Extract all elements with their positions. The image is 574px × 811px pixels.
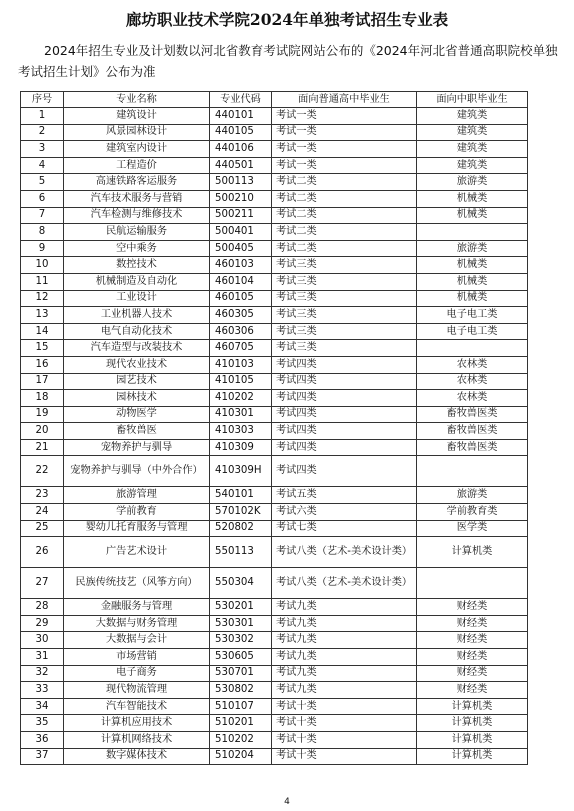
vocational-category: 建筑类 xyxy=(417,124,528,141)
table-row xyxy=(21,390,528,407)
high-school-category: 考试二类 xyxy=(272,240,417,257)
major-code: 510201 xyxy=(210,715,272,732)
table-row xyxy=(21,732,528,749)
high-school-category: 考试六类 xyxy=(272,504,417,521)
major-code: 410103 xyxy=(210,356,272,373)
row-index: 37 xyxy=(21,748,64,765)
major-code: 500113 xyxy=(210,174,272,191)
major-code: 460705 xyxy=(210,340,272,357)
row-index: 28 xyxy=(21,599,64,616)
table-row xyxy=(21,124,528,141)
major-code: 500211 xyxy=(210,207,272,224)
row-index: 4 xyxy=(21,157,64,174)
high-school-category: 考试三类 xyxy=(272,273,417,290)
major-name: 大数据与会计 xyxy=(64,632,210,649)
table-row xyxy=(21,207,528,224)
table-row xyxy=(21,504,528,521)
major-code: 460103 xyxy=(210,257,272,274)
table-row xyxy=(21,537,528,568)
table-row xyxy=(21,715,528,732)
major-name: 汽车检测与维修技术 xyxy=(64,207,210,224)
major-code: 510107 xyxy=(210,698,272,715)
major-name: 金融服务与管理 xyxy=(64,599,210,616)
major-name: 大数据与财务管理 xyxy=(64,615,210,632)
vocational-category: 电子电工类 xyxy=(417,323,528,340)
vocational-category: 农林类 xyxy=(417,390,528,407)
row-index: 6 xyxy=(21,190,64,207)
major-name: 汽车智能技术 xyxy=(64,698,210,715)
vocational-category: 财经类 xyxy=(417,665,528,682)
majors-table xyxy=(20,91,528,765)
table-row xyxy=(21,520,528,537)
table-row xyxy=(21,599,528,616)
major-name: 民族传统技艺（风筝方向） xyxy=(64,568,210,599)
table-row xyxy=(21,323,528,340)
vocational-category: 农林类 xyxy=(417,356,528,373)
vocational-category: 旅游类 xyxy=(417,487,528,504)
major-name: 风景园林设计 xyxy=(64,124,210,141)
major-code: 440106 xyxy=(210,141,272,158)
vocational-category: 财经类 xyxy=(417,615,528,632)
high-school-category: 考试三类 xyxy=(272,307,417,324)
major-name: 计算机应用技术 xyxy=(64,715,210,732)
vocational-category: 财经类 xyxy=(417,599,528,616)
major-code: 520802 xyxy=(210,520,272,537)
vocational-category: 建筑类 xyxy=(417,157,528,174)
row-index: 25 xyxy=(21,520,64,537)
table-row xyxy=(21,456,528,487)
vocational-category: 财经类 xyxy=(417,682,528,699)
vocational-category: 计算机类 xyxy=(417,537,528,568)
row-index: 13 xyxy=(21,307,64,324)
vocational-category: 机械类 xyxy=(417,273,528,290)
vocational-category: 旅游类 xyxy=(417,174,528,191)
table-row xyxy=(21,307,528,324)
major-name: 工程造价 xyxy=(64,157,210,174)
major-name: 现代农业技术 xyxy=(64,356,210,373)
table-row xyxy=(21,141,528,158)
row-index: 9 xyxy=(21,240,64,257)
major-name: 园艺技术 xyxy=(64,373,210,390)
row-index: 33 xyxy=(21,682,64,699)
major-code: 540101 xyxy=(210,487,272,504)
major-code: 530701 xyxy=(210,665,272,682)
header-high-school: 面向普通高中毕业生 xyxy=(272,92,417,108)
major-name: 建筑室内设计 xyxy=(64,141,210,158)
table-row xyxy=(21,373,528,390)
major-name: 现代物流管理 xyxy=(64,682,210,699)
row-index: 34 xyxy=(21,698,64,715)
major-code: 530302 xyxy=(210,632,272,649)
major-code: 410303 xyxy=(210,423,272,440)
row-index: 21 xyxy=(21,439,64,456)
row-index: 32 xyxy=(21,665,64,682)
vocational-category: 畜牧兽医类 xyxy=(417,423,528,440)
high-school-category: 考试三类 xyxy=(272,340,417,357)
table-row xyxy=(21,273,528,290)
major-code: 500210 xyxy=(210,190,272,207)
major-code: 440101 xyxy=(210,108,272,125)
major-code: 550113 xyxy=(210,537,272,568)
row-index: 31 xyxy=(21,649,64,666)
vocational-category: 计算机类 xyxy=(417,698,528,715)
vocational-category: 财经类 xyxy=(417,649,528,666)
row-index: 27 xyxy=(21,568,64,599)
vocational-category: 医学类 xyxy=(417,520,528,537)
table-row xyxy=(21,632,528,649)
high-school-category: 考试四类 xyxy=(272,356,417,373)
major-name: 广告艺术设计 xyxy=(64,537,210,568)
vocational-category xyxy=(417,224,528,241)
major-name: 学前教育 xyxy=(64,504,210,521)
table-row xyxy=(21,615,528,632)
table-row xyxy=(21,290,528,307)
high-school-category: 考试一类 xyxy=(272,108,417,125)
major-name: 动物医学 xyxy=(64,406,210,423)
major-name: 婴幼儿托育服务与管理 xyxy=(64,520,210,537)
major-name: 高速铁路客运服务 xyxy=(64,174,210,191)
high-school-category: 考试四类 xyxy=(272,390,417,407)
table-row xyxy=(21,257,528,274)
vocational-category: 畜牧兽医类 xyxy=(417,439,528,456)
major-code: 460305 xyxy=(210,307,272,324)
row-index: 26 xyxy=(21,537,64,568)
row-index: 30 xyxy=(21,632,64,649)
table-row xyxy=(21,439,528,456)
header-major-code: 专业代码 xyxy=(210,92,272,108)
major-code: 510202 xyxy=(210,732,272,749)
high-school-category: 考试四类 xyxy=(272,439,417,456)
table-row xyxy=(21,406,528,423)
row-index: 18 xyxy=(21,390,64,407)
vocational-category: 建筑类 xyxy=(417,108,528,125)
major-name: 民航运输服务 xyxy=(64,224,210,241)
row-index: 17 xyxy=(21,373,64,390)
vocational-category xyxy=(417,568,528,599)
row-index: 20 xyxy=(21,423,64,440)
major-name: 电子商务 xyxy=(64,665,210,682)
row-index: 22 xyxy=(21,456,64,487)
vocational-category: 电子电工类 xyxy=(417,307,528,324)
major-name: 旅游管理 xyxy=(64,487,210,504)
high-school-category: 考试十类 xyxy=(272,732,417,749)
table-row xyxy=(21,340,528,357)
row-index: 1 xyxy=(21,108,64,125)
vocational-category: 机械类 xyxy=(417,290,528,307)
major-code: 530301 xyxy=(210,615,272,632)
row-index: 15 xyxy=(21,340,64,357)
vocational-category: 机械类 xyxy=(417,257,528,274)
major-name: 汽车技术服务与营销 xyxy=(64,190,210,207)
header-vocational: 面向中职毕业生 xyxy=(417,92,528,108)
row-index: 36 xyxy=(21,732,64,749)
high-school-category: 考试四类 xyxy=(272,423,417,440)
vocational-category: 计算机类 xyxy=(417,748,528,765)
high-school-category: 考试十类 xyxy=(272,715,417,732)
table-row xyxy=(21,108,528,125)
high-school-category: 考试九类 xyxy=(272,665,417,682)
vocational-category: 机械类 xyxy=(417,207,528,224)
row-index: 19 xyxy=(21,406,64,423)
table-row xyxy=(21,224,528,241)
major-code: 500401 xyxy=(210,224,272,241)
row-index: 7 xyxy=(21,207,64,224)
major-name: 计算机网络技术 xyxy=(64,732,210,749)
table-row xyxy=(21,698,528,715)
vocational-category: 计算机类 xyxy=(417,715,528,732)
vocational-category: 旅游类 xyxy=(417,240,528,257)
high-school-category: 考试一类 xyxy=(272,157,417,174)
high-school-category: 考试九类 xyxy=(272,599,417,616)
row-index: 29 xyxy=(21,615,64,632)
high-school-category: 考试八类（艺术-美术设计类） xyxy=(272,537,417,568)
high-school-category: 考试七类 xyxy=(272,520,417,537)
major-code: 500405 xyxy=(210,240,272,257)
row-index: 2 xyxy=(21,124,64,141)
table-row xyxy=(21,157,528,174)
high-school-category: 考试二类 xyxy=(272,190,417,207)
major-name: 电气自动化技术 xyxy=(64,323,210,340)
high-school-category: 考试九类 xyxy=(272,632,417,649)
high-school-category: 考试三类 xyxy=(272,290,417,307)
major-code: 410301 xyxy=(210,406,272,423)
major-name: 数字媒体技术 xyxy=(64,748,210,765)
high-school-category: 考试九类 xyxy=(272,682,417,699)
row-index: 3 xyxy=(21,141,64,158)
major-code: 550304 xyxy=(210,568,272,599)
vocational-category: 学前教育类 xyxy=(417,504,528,521)
high-school-category: 考试八类（艺术-美术设计类） xyxy=(272,568,417,599)
document-title: 廊坊职业技术学院2024年单独考试招生专业表 xyxy=(125,10,449,29)
major-name: 畜牧兽医 xyxy=(64,423,210,440)
vocational-category: 建筑类 xyxy=(417,141,528,158)
vocational-category xyxy=(417,456,528,487)
page-number: 4 xyxy=(284,797,290,807)
row-index: 5 xyxy=(21,174,64,191)
major-code: 460104 xyxy=(210,273,272,290)
table-row xyxy=(21,665,528,682)
table-row xyxy=(21,649,528,666)
high-school-category: 考试四类 xyxy=(272,456,417,487)
major-code: 460306 xyxy=(210,323,272,340)
row-index: 11 xyxy=(21,273,64,290)
row-index: 14 xyxy=(21,323,64,340)
major-name: 宠物养护与驯导 xyxy=(64,439,210,456)
high-school-category: 考试五类 xyxy=(272,487,417,504)
high-school-category: 考试一类 xyxy=(272,141,417,158)
high-school-category: 考试十类 xyxy=(272,698,417,715)
high-school-category: 考试九类 xyxy=(272,649,417,666)
table-row xyxy=(21,748,528,765)
major-code: 410105 xyxy=(210,373,272,390)
table-row xyxy=(21,682,528,699)
major-name: 工业设计 xyxy=(64,290,210,307)
table-row xyxy=(21,487,528,504)
vocational-category: 财经类 xyxy=(417,632,528,649)
major-name: 空中乘务 xyxy=(64,240,210,257)
row-index: 8 xyxy=(21,224,64,241)
major-name: 数控技术 xyxy=(64,257,210,274)
major-name: 工业机器人技术 xyxy=(64,307,210,324)
high-school-category: 考试二类 xyxy=(272,174,417,191)
high-school-category: 考试二类 xyxy=(272,207,417,224)
high-school-category: 考试一类 xyxy=(272,124,417,141)
high-school-category: 考试二类 xyxy=(272,224,417,241)
table-row xyxy=(21,423,528,440)
high-school-category: 考试九类 xyxy=(272,615,417,632)
major-code: 410309 xyxy=(210,439,272,456)
row-index: 10 xyxy=(21,257,64,274)
major-name: 建筑设计 xyxy=(64,108,210,125)
major-code: 510204 xyxy=(210,748,272,765)
vocational-category xyxy=(417,340,528,357)
high-school-category: 考试三类 xyxy=(272,257,417,274)
table-row xyxy=(21,568,528,599)
row-index: 12 xyxy=(21,290,64,307)
table-header-row xyxy=(21,92,528,108)
vocational-category: 机械类 xyxy=(417,190,528,207)
major-code: 530605 xyxy=(210,649,272,666)
major-name: 市场营销 xyxy=(64,649,210,666)
major-code: 530802 xyxy=(210,682,272,699)
header-index: 序号 xyxy=(21,92,64,108)
major-code: 530201 xyxy=(210,599,272,616)
major-code: 440501 xyxy=(210,157,272,174)
high-school-category: 考试十类 xyxy=(272,748,417,765)
header-major-name: 专业名称 xyxy=(64,92,210,108)
major-code: 460105 xyxy=(210,290,272,307)
vocational-category: 农林类 xyxy=(417,373,528,390)
table-row xyxy=(21,190,528,207)
high-school-category: 考试三类 xyxy=(272,323,417,340)
row-index: 23 xyxy=(21,487,64,504)
major-name: 宠物养护与驯导（中外合作） xyxy=(64,456,210,487)
major-code: 410202 xyxy=(210,390,272,407)
table-row xyxy=(21,240,528,257)
major-name: 汽车造型与改装技术 xyxy=(64,340,210,357)
major-name: 机械制造及自动化 xyxy=(64,273,210,290)
vocational-category: 计算机类 xyxy=(417,732,528,749)
row-index: 16 xyxy=(21,356,64,373)
high-school-category: 考试四类 xyxy=(272,406,417,423)
major-code: 440105 xyxy=(210,124,272,141)
high-school-category: 考试四类 xyxy=(272,373,417,390)
major-code: 570102K xyxy=(210,504,272,521)
vocational-category: 畜牧兽医类 xyxy=(417,406,528,423)
table-row xyxy=(21,174,528,191)
table-row xyxy=(21,356,528,373)
intro-paragraph: 2024年招生专业及计划数以河北省教育考试院网站公布的《2024年河北省普通高职院校单独考试招生计划》公布为准 xyxy=(18,43,558,79)
row-index: 35 xyxy=(21,715,64,732)
major-code: 410309H xyxy=(210,456,272,487)
major-name: 园林技术 xyxy=(64,390,210,407)
row-index: 24 xyxy=(21,504,64,521)
